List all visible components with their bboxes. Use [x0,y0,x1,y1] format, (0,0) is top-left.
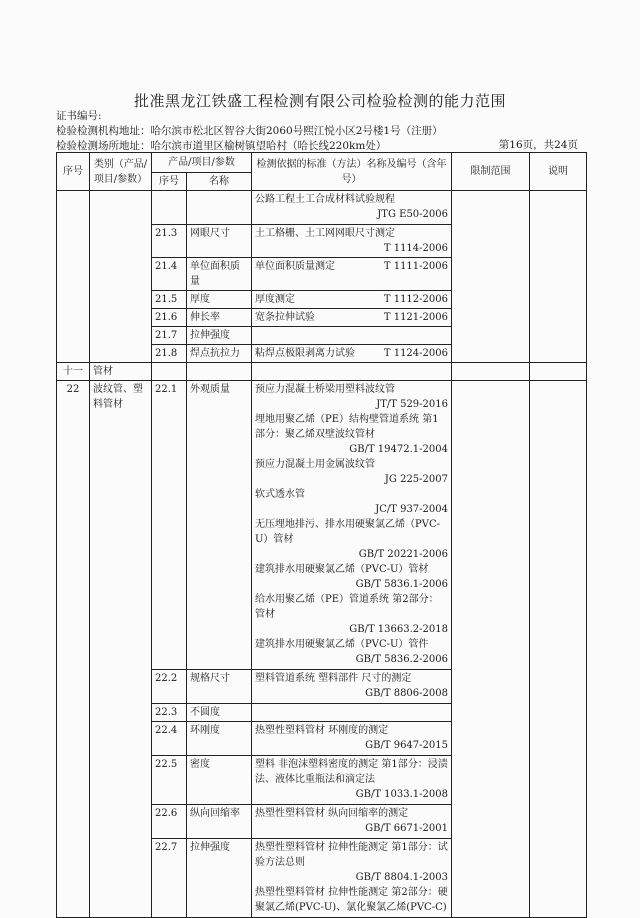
category-cell: 波纹管、塑料管材 [90,381,152,918]
standard-cell [252,291,452,309]
category-cell [90,191,152,363]
standard-name: 热塑性塑料管材 拉伸性能测定 第1部分：试验方法总则 [255,842,448,868]
section-seq: 十一 [57,363,90,381]
header-sub-name: 名称 [187,173,252,191]
standard-code: JC/T 937-2004 [375,504,448,515]
item-no: 22.7 [152,839,187,918]
item-no: 21.5 [152,291,187,309]
standard-name: 软式透水管 [255,489,305,500]
item-no: 21.6 [152,309,187,327]
standard-code: T 1112-2006 [383,294,448,305]
standard-name: 埋地用聚乙烯（PE）结构壁管道系统 第1部分：聚乙烯双壁波纹管材 [255,414,439,440]
section-label: 管材 [90,363,152,381]
seq-cell [57,191,90,363]
item-name [187,191,252,225]
item-name: 焊点抗拉力 [187,345,252,363]
standard-code: T 1114-2006 [383,243,448,254]
item-name: 拉伸强度 [187,839,252,918]
standard-cell [252,309,452,327]
page-number: 第16页，共24页 [498,139,578,151]
standard-cell [252,225,452,258]
standard-name: 无压埋地排污、排水用硬聚氯乙烯（PVC-U）管材 [255,519,440,545]
standard-code: GB/T 19472.1-2004 [349,444,448,455]
standard-code: GB/T 20221-2006 [358,549,448,560]
item-no: 22.4 [152,722,187,756]
limit-cell [452,363,530,381]
item-no: 21.7 [152,327,187,345]
item-name [187,363,252,381]
standard-name: 单位面积质量测定 [255,261,335,272]
organization-address: 检验检测机构地址：哈尔滨市松北区智谷大街2060号熙江悦小区2号楼1号（注册） [56,125,443,137]
standard-name: 热塑性塑料管材 拉伸性能测定 第2部分：硬聚氯乙烯(PVC-U)、氯化聚氯乙烯(PVC-C) [255,887,448,913]
site-address: 检验检测场所地址：哈尔滨市道里区榆树镇望哈村（哈长线220km处） [56,140,387,152]
item-no: 22.3 [152,704,187,722]
limit-cell [452,381,530,918]
standard-cell [252,704,452,722]
item-name: 网眼尺寸 [187,225,252,258]
item-no [152,363,187,381]
standard-name: 热塑性塑料管材 纵向回缩率的测定 [255,808,409,819]
standard-cell [252,381,452,670]
header-category: 类别（产品/项目/参数） [90,153,152,191]
standard-cell [252,258,452,291]
standard-cell [252,345,452,363]
item-no: 22.5 [152,756,187,805]
capability-table [56,152,587,918]
standard-code: JT/T 529-2016 [376,399,448,410]
page-title: 批准黑龙江铁盛工程检测有限公司检验检测的能力范围 [133,92,506,110]
header-limit: 限制范围 [452,153,530,191]
header-sub-no: 序号 [152,173,187,191]
standard-cell [252,327,452,345]
item-name: 厚度 [187,291,252,309]
standard-name: 宽条拉伸试验 [255,312,315,323]
standard-code: GB/T 5836.2-2006 [355,654,448,665]
standard-name: 厚度测定 [255,294,295,305]
item-name: 伸长率 [187,309,252,327]
standard-name: 预应力混凝土桥梁用塑料波纹管 [255,384,395,395]
section-row [57,363,587,381]
standard-name: 塑料 非泡沫塑料密度的测定 第1部分：浸渍法、液体比重瓶法和滴定法 [255,759,448,785]
item-name: 单位面积质量 [187,258,252,291]
standard-cell [252,839,452,918]
header-note: 说明 [530,153,587,191]
note-cell [530,363,587,381]
standard-code: JG 225-2007 [384,474,448,485]
standard-code: GB/T 1033.1-2008 [355,789,448,800]
standard-code: GB/T 13663.2-2018 [349,624,448,635]
item-name: 外观质量 [187,381,252,670]
standard-name: 公路工程土工合成材料试验规程 [255,194,395,205]
item-no: 22.1 [152,381,187,670]
item-no: 21.3 [152,225,187,258]
certificate-number-label: 证书编号: [56,110,102,122]
limit-cell [452,191,530,363]
standard-cell [252,756,452,805]
standard-code: T 1111-2006 [383,261,448,272]
table-row [57,191,587,225]
standard-code: GB/T 6671-2001 [365,823,448,834]
standard-name: 热塑性塑料管材 环刚度的测定 [255,725,389,736]
standard-cell [252,670,452,704]
note-cell [530,381,587,918]
standard-code: GB/T 5836.1-2006 [355,579,448,590]
item-name: 密度 [187,756,252,805]
note-cell [530,191,587,363]
header-seq: 序号 [57,153,90,191]
item-name: 不圆度 [187,704,252,722]
table-row [57,381,587,670]
standard-name: 预应力混凝土用金属波纹管 [255,459,375,470]
item-name: 拉伸强度 [187,327,252,345]
standard-name: 建筑排水用硬聚氯乙烯（PVC-U）管件 [255,639,429,650]
item-name: 规格尺寸 [187,670,252,704]
standard-name: 土工格栅、土工网网眼尺寸测定 [255,228,395,239]
standard-code: GB/T 8806-2008 [365,688,448,699]
standard-code: JTG E50-2006 [377,209,448,220]
standard-code: T 1124-2006 [383,348,448,359]
standard-cell [252,722,452,756]
item-no [152,191,187,225]
item-name: 环刚度 [187,722,252,756]
standard-name: 塑料管道系统 塑料部件 尺寸的测定 [255,673,412,684]
standard-code: GB/T 9647-2015 [365,740,448,751]
item-no: 21.8 [152,345,187,363]
item-no: 22.2 [152,670,187,704]
standard-code: T 1121-2006 [383,312,448,323]
standard-name: 建筑排水用硬聚氯乙烯（PVC-U）管材 [255,564,429,575]
item-no: 21.4 [152,258,187,291]
standard-code: GB/T 8804.1-2003 [355,872,448,883]
item-no: 22.6 [152,805,187,839]
item-name: 纵向回缩率 [187,805,252,839]
standard-name: 粘焊点极限剥离力试验 [255,348,355,359]
standard-name: 给水用聚乙烯（PE）管道系统 第2部分：管材 [255,594,439,620]
standard-cell [252,363,452,381]
standard-cell [252,191,452,225]
standard-cell [252,805,452,839]
header-product: 产品/项目/参数 [152,153,252,173]
header-standard: 检测依据的标准（方法）名称及编号（含年号） [252,153,452,191]
seq-cell: 22 [57,381,90,918]
